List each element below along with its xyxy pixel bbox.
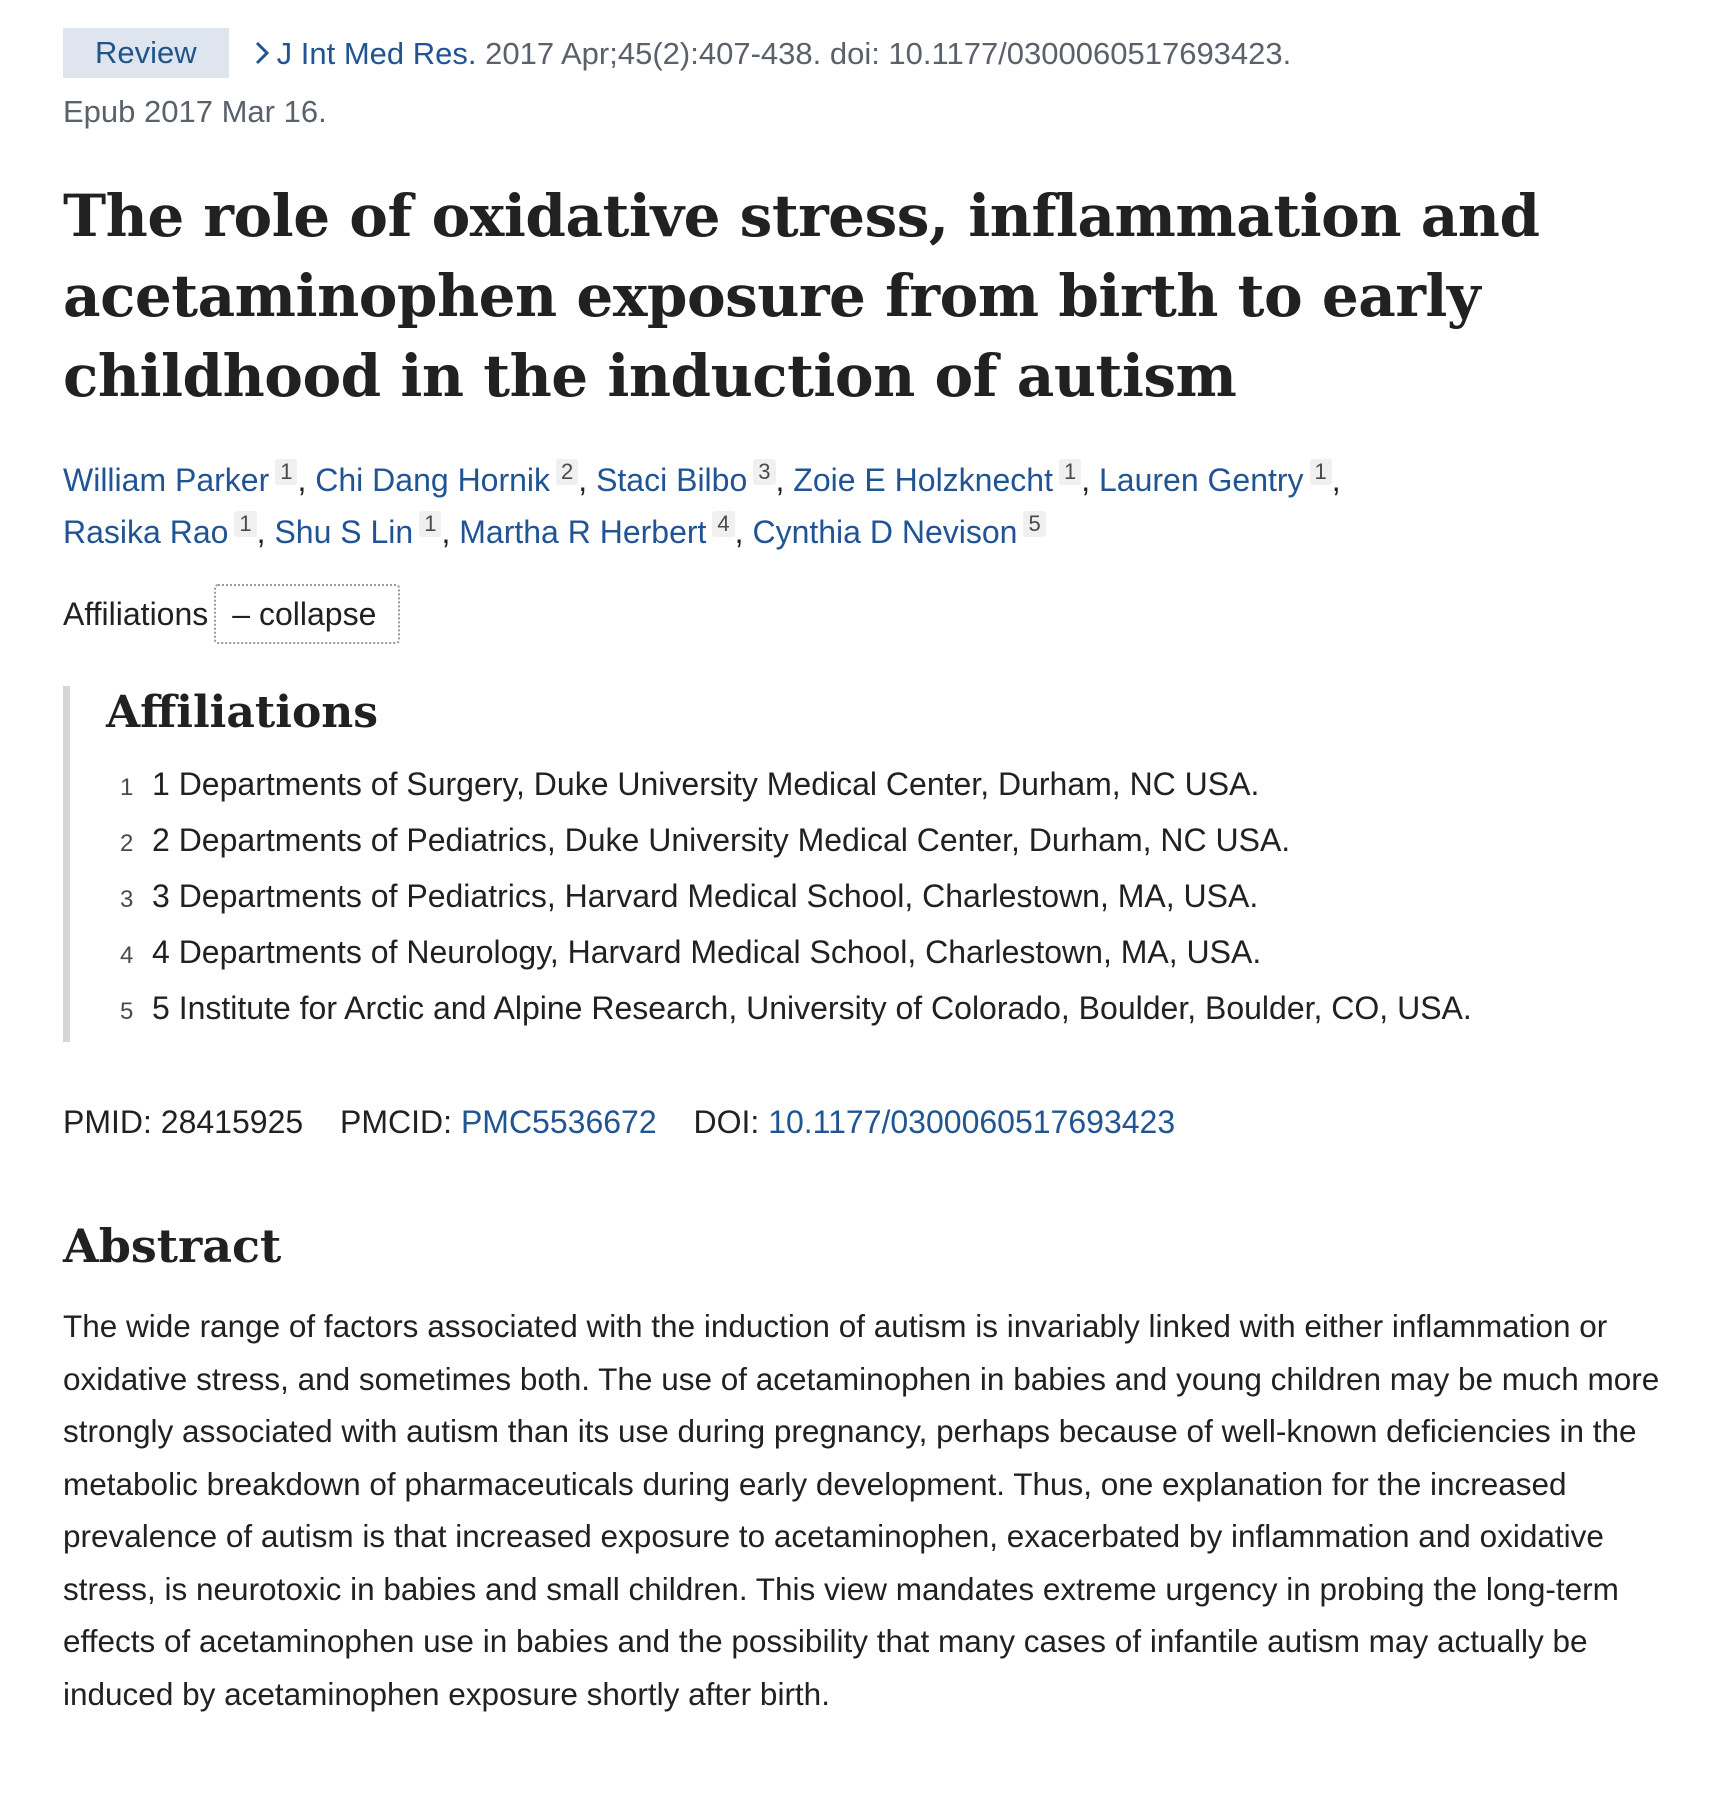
affiliation-text: 5 Institute for Arctic and Alpine Research, University of Colorado, Boulder, Boulder, CO, USA. [152, 990, 1472, 1026]
affiliation-item [106, 982, 1683, 1038]
citation-details: 2017 Apr;45(2):407-438. doi: 10.1177/0300060517693423. [485, 36, 1292, 71]
author-link[interactable]: William Parker [63, 462, 270, 498]
affiliation-ref[interactable]: 1 [419, 511, 441, 537]
affiliation-item [106, 926, 1683, 982]
doi-group [694, 1104, 1176, 1140]
affiliation-number: 2 [120, 830, 134, 857]
article-page [63, 32, 1683, 1720]
author-link[interactable]: Chi Dang Hornik [315, 462, 551, 498]
affiliation-text: 2 Departments of Pediatrics, Duke University Medical Center, Durham, NC USA. [152, 822, 1291, 858]
affiliation-text: 1 Departments of Surgery, Duke University Medical Center, Durham, NC USA. [152, 766, 1260, 802]
author-link[interactable]: Staci Bilbo [596, 462, 748, 498]
affiliation-ref[interactable]: 3 [753, 459, 775, 485]
affiliations-panel [63, 686, 1683, 1042]
affiliation-ref[interactable]: 5 [1023, 511, 1045, 537]
chevron-right-icon [253, 32, 271, 76]
pmid-label: PMID: [63, 1104, 152, 1140]
affiliation-text: 3 Departments of Pediatrics, Harvard Medical School, Charlestown, MA, USA. [152, 878, 1259, 914]
affiliation-ref[interactable]: 1 [275, 459, 297, 485]
article-title: The role of oxidative stress, inflammation and acetaminophen exposure from birth to early childhood in the induction of autism [63, 182, 1540, 410]
author-link[interactable]: Martha R Herbert [459, 514, 707, 550]
affiliations-toggle-label: Affiliations [63, 596, 209, 632]
collapse-affiliations-button[interactable] [214, 584, 400, 644]
citation-line [63, 32, 1683, 134]
doi-link[interactable]: 10.1177/0300060517693423 [768, 1104, 1176, 1140]
article-identifiers [63, 1100, 1683, 1144]
pmcid-link[interactable]: PMC5536672 [460, 1104, 657, 1140]
abstract-heading: Abstract [63, 1219, 282, 1273]
affiliation-text: 4 Departments of Neurology, Harvard Medical School, Charlestown, MA, USA. [152, 934, 1262, 970]
affiliations-toggle-row [63, 584, 1683, 644]
affiliations-heading: Affiliations [106, 687, 379, 738]
pmcid-label: PMCID: [340, 1104, 453, 1140]
affiliation-ref[interactable]: 4 [712, 511, 734, 537]
collapse-label: collapse [258, 596, 377, 632]
affiliation-ref[interactable]: 2 [556, 459, 578, 485]
affiliation-item [106, 870, 1683, 926]
pmid-group [63, 1104, 303, 1140]
pmcid-group [340, 1104, 657, 1140]
abstract-text: The wide range of factors associated with the induction of autism is invariably linked with either inflammation or oxidative stress, and sometimes both. The use of acetaminophen in babies and young children may be much more strongly associated with autism than its use during pregnancy, perhaps because of well-known deficiencies in the metabolic breakdown of pharmaceuticals during early development. Thus, one explanation for the increased prevalence of autism is that increased exposure to acetaminophen, exacerbated by inflammation and oxidative stress, is neurotoxic in babies and small children. This view mandates extreme urgency in probing the long-term effects of acetaminophen use in babies and the possibility that many cases of infantile autism may actually be induced by acetaminophen exposure shortly after birth. [63, 1308, 1660, 1712]
minus-icon: – [232, 596, 251, 632]
affiliation-number: 1 [120, 774, 134, 801]
affiliation-item [106, 814, 1683, 870]
affiliation-item [106, 758, 1683, 814]
doi-label: DOI: [693, 1104, 760, 1140]
epub-date: Epub 2017 Mar 16. [63, 94, 327, 129]
authors-list: William Parker 1 , Chi Dang Hornik 2 , Staci Bilbo 3 , Zoie E Holzknecht 1 , Lauren Gentry 1 , Rasika Rao 1 , Shu S Lin 1 , Martha R Herbert 4 , Cynthia D Nevison 5 [63, 459, 1341, 550]
abstract-section [63, 1218, 1683, 1720]
review-badge: Review [63, 28, 229, 78]
affiliation-number: 5 [120, 998, 134, 1025]
affiliation-number: 3 [120, 886, 134, 913]
pmid-value: 28415925 [160, 1104, 304, 1140]
affiliation-number: 4 [120, 942, 134, 969]
author-link[interactable]: Zoie E Holzknecht [793, 462, 1053, 498]
affiliation-ref[interactable]: 1 [1310, 459, 1332, 485]
author-link[interactable]: Cynthia D Nevison [752, 514, 1018, 550]
author-link[interactable]: Shu S Lin [274, 514, 414, 550]
journal-link[interactable]: J Int Med Res. [276, 36, 477, 71]
author-link[interactable]: Lauren Gentry [1098, 462, 1304, 498]
affiliation-ref[interactable]: 1 [234, 511, 256, 537]
affiliations-list [106, 758, 1683, 1038]
author-link[interactable]: Rasika Rao [63, 514, 229, 550]
affiliation-ref[interactable]: 1 [1059, 459, 1081, 485]
